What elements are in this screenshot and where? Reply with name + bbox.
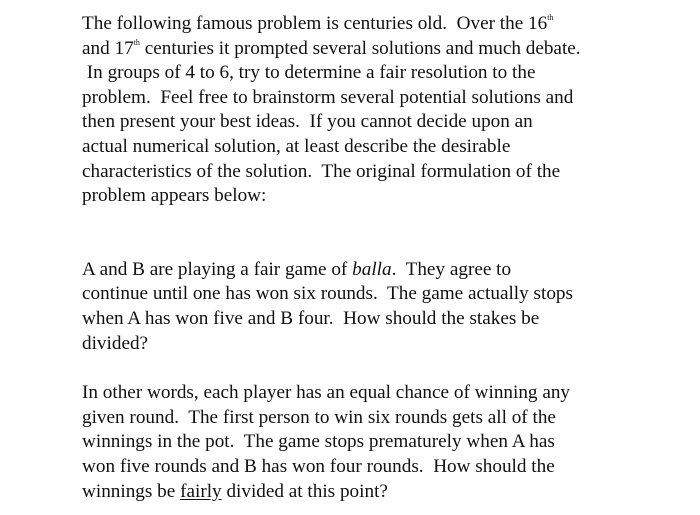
document-body — [82, 12, 682, 504]
text-line — [82, 12, 682, 37]
text-line: In groups of 4 to 6, try to determine a fair resolution to the — [82, 62, 536, 84]
text-line: won five rounds and B has won four rounds. How should the — [82, 455, 555, 477]
text-line: actual numerical solution, at least describe the desirable — [82, 135, 511, 157]
text-run: divided at this point? — [221, 480, 388, 502]
text-line: continue until one has won six rounds. The game actually stops — [82, 283, 573, 305]
text-line: characteristics of the solution. The original formulation of the — [82, 160, 561, 182]
text-run: centuries it prompted several solutions and much debate. — [139, 37, 581, 59]
text-line — [82, 480, 682, 505]
intro-paragraph — [82, 12, 682, 209]
text-line: given round. The first person to win six rounds gets all of the — [82, 406, 556, 428]
text-run: and 17 — [82, 37, 134, 59]
underlined-term: fairly — [180, 480, 222, 502]
text-line — [82, 37, 682, 62]
text-line — [82, 258, 682, 283]
text-run: A and B are playing a fair game of — [82, 258, 353, 280]
text-run: winnings be — [82, 480, 181, 502]
text-line: In other words, each player has an equal chance of winning any — [82, 382, 571, 404]
restatement-paragraph — [82, 381, 682, 504]
italic-term: balla — [352, 258, 392, 280]
problem-statement-paragraph — [82, 258, 682, 356]
text-line: then present your best ideas. If you cannot decide upon an — [82, 111, 533, 133]
text-line: when A has won five and B four. How should the stakes be — [82, 307, 540, 329]
ordinal-superscript: th — [547, 13, 554, 22]
text-line: winnings in the pot. The game stops prematurely when A has — [82, 431, 555, 453]
text-run: The following famous problem is centuries old. Over the 16 — [82, 13, 548, 34]
ordinal-superscript: th — [133, 37, 140, 47]
text-line: divided? — [82, 332, 149, 354]
text-line: problem. Feel free to brainstorm several potential solutions and — [82, 86, 574, 108]
text-line: problem appears below: — [82, 185, 267, 207]
text-run: . They agree to — [391, 258, 512, 280]
